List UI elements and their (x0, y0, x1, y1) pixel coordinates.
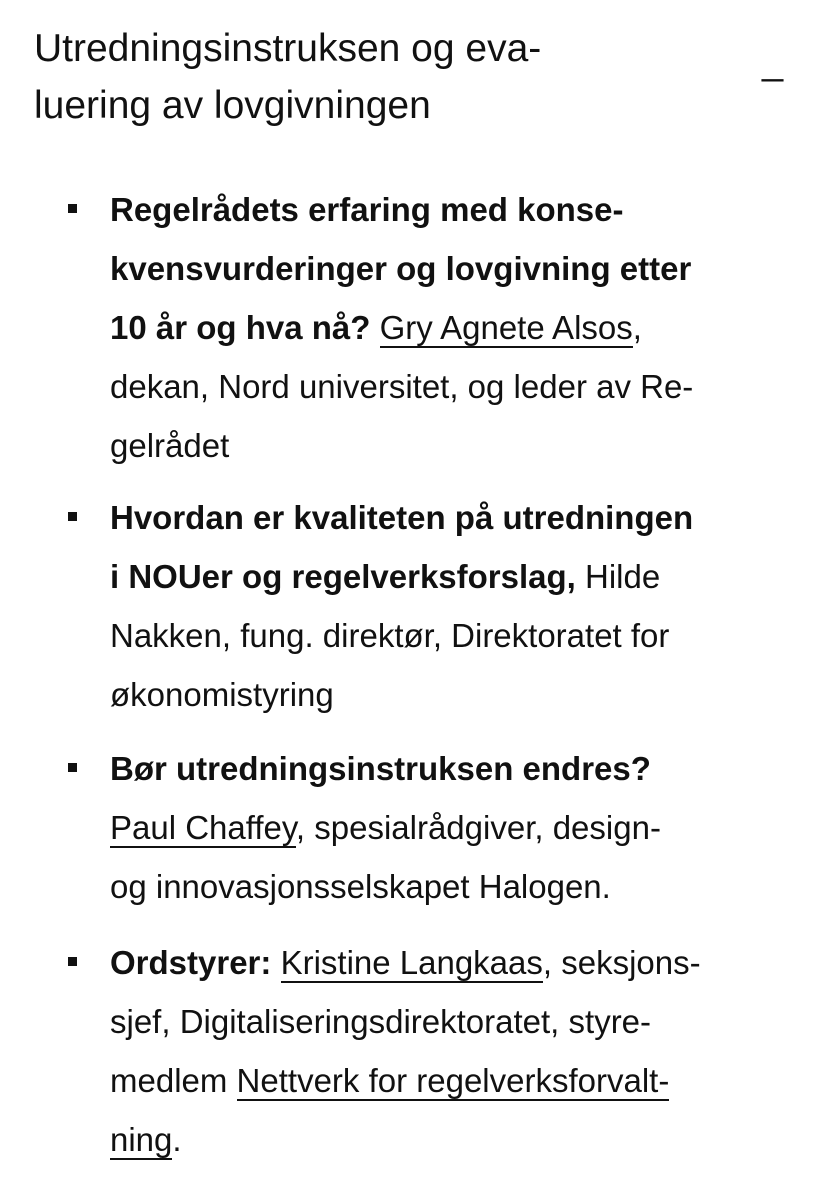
agenda-item-4-end-punct: . (172, 1121, 182, 1158)
bullet-icon (68, 204, 77, 213)
speaker-link-paul-chaffey[interactable]: Paul Chaffey (110, 809, 296, 846)
agenda-item-1-title-line-3: 10 år og hva nå? (110, 309, 371, 346)
agenda-item-1-desc-line-2: gelrådet (110, 427, 230, 464)
section-title-line-1: Utredningsinstruksen og eva- (34, 27, 542, 70)
agenda-item-3-title: Bør utredningsinstruksen endres? (110, 750, 651, 787)
agenda-item-2-desc-line-2: økonomistyring (110, 676, 334, 713)
collapse-toggle-icon[interactable]: _ (762, 41, 784, 83)
agenda-item-1-line-3 (110, 298, 800, 357)
agenda-item-4-line-3 (110, 1051, 800, 1110)
network-link-part-1[interactable]: Nettverk for regelverksforvalt- (236, 1062, 670, 1099)
agenda-item-4 (110, 933, 800, 1169)
agenda-item-3-desc-start: , spesialrådgiver, design- (295, 809, 661, 846)
agenda-item-4-desc-start: , seksjons- (542, 944, 701, 981)
agenda-item-1-punct: , (632, 309, 642, 346)
agenda-item-3 (110, 739, 800, 916)
bullet-icon (68, 957, 77, 966)
agenda-item-4-desc-line-3: medlem (110, 1062, 237, 1099)
network-link-part-2[interactable]: ning (110, 1121, 173, 1158)
agenda-item-1-title-line-1: Regelrådets erfaring med konse- (110, 191, 624, 228)
section-title (34, 20, 734, 134)
agenda-item-1-title-line-2: kvensvurderinger og lovgivning etter (110, 250, 692, 287)
agenda-item-2-line-2 (110, 547, 800, 606)
bullet-icon (68, 512, 77, 521)
agenda-item-4-desc-line-2: sjef, Digitaliseringsdirektoratet, styre- (110, 1003, 652, 1040)
agenda-item-3-desc-line-2: og innovasjonsselskapet Halogen. (110, 868, 611, 905)
agenda-item-4-line-4 (110, 1110, 800, 1169)
moderator-label: Ordstyrer: (110, 944, 272, 981)
agenda-item-2-speaker-start: Hilde (575, 558, 661, 595)
agenda-item-2-title-line-2: i NOUer og regelverksforslag, (110, 558, 576, 595)
speaker-link-gry-agnete-alsos[interactable]: Gry Agnete Alsos (379, 309, 633, 346)
moderator-link-kristine-langkaas[interactable]: Kristine Langkaas (280, 944, 543, 981)
agenda-item-1 (110, 180, 800, 475)
agenda-item-2 (110, 488, 800, 724)
section-title-line-2: luering av lovgivningen (34, 84, 431, 127)
agenda-item-4-line-1 (110, 933, 800, 992)
agenda-item-2-desc-line-1: Nakken, fung. direktør, Direktoratet for (110, 617, 670, 654)
agenda-item-1-desc-line-1: dekan, Nord universitet, og leder av Re- (110, 368, 694, 405)
agenda-item-2-title-line-1: Hvordan er kvaliteten på utredningen (110, 499, 694, 536)
agenda-item-3-line-2 (110, 798, 800, 857)
bullet-icon (68, 763, 77, 772)
